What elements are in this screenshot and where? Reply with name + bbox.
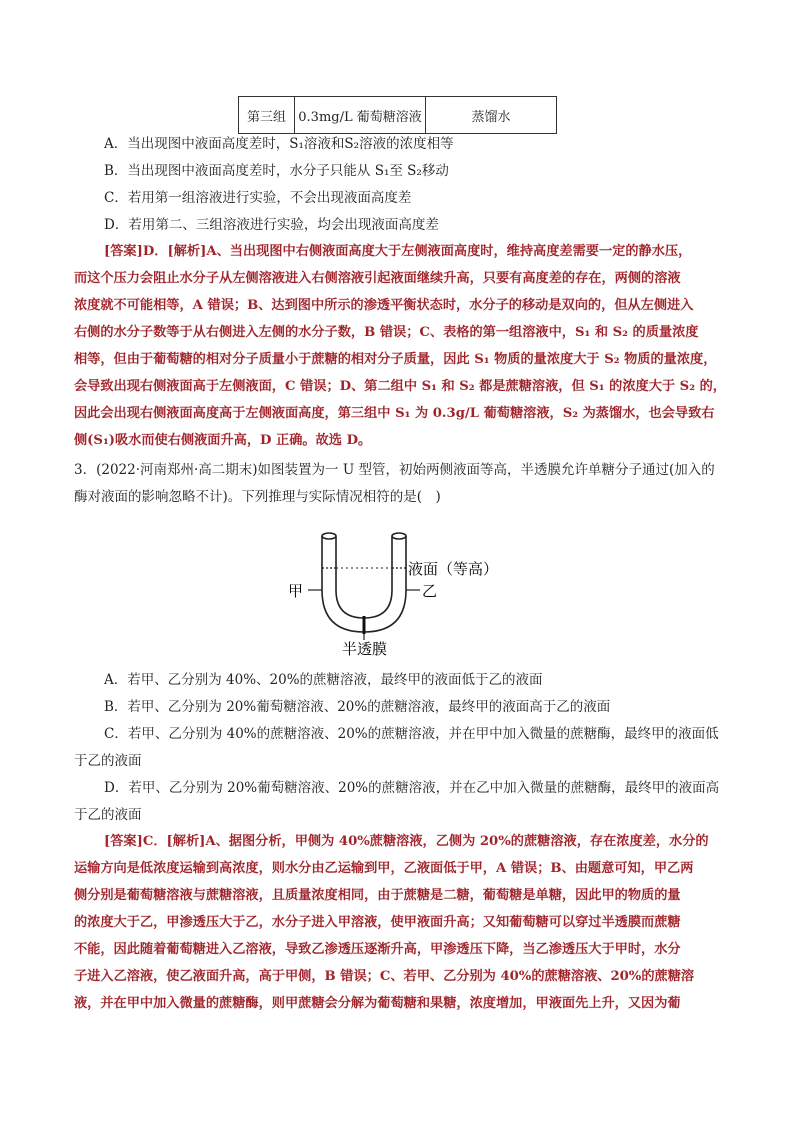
q3-answer-line: 侧分别是葡萄糖溶液与蔗糖溶液，且质量浓度相同，由于蔗糖是二糖，葡萄糖是单糖，因此甲的物质的量 [74, 888, 681, 903]
q2-answer-line: 而这个压力会阻止水分子从左侧溶液进入右侧溶液引起液面继续升高，只要有高度差的存在，两侧的溶液 [74, 271, 681, 286]
q2-answer-line: 因此会出现右侧液面高度高于左侧液面高度，第三组中 S₁ 为 0.3g/L 葡萄糖溶液，S₂ 为蒸馏水，也会导致右 [74, 406, 715, 421]
q2-answer-line: 侧(S₁)吸水而使右侧液面升高，D 正确。故选 D。 [74, 433, 372, 448]
q3-answer-line: 液，并在甲中加入微量的蔗糖酶，则甲蔗糖会分解为葡萄糖和果糖，浓度增加，甲液面先上升，又因为葡 [74, 996, 681, 1011]
q3-answer-line: 运输方向是低浓度运输到高浓度，则水分由乙运输到甲，乙液面低于甲，A 错误；B、由题意可知，甲乙两 [74, 861, 694, 876]
u-tube-inner-wall [336, 536, 392, 618]
q2-answer-line: 相等，但由于葡萄糖的相对分子质量小于蔗糖的相对分子质量，因此 S₁ 物质的量浓度大于 S₂ 物质的量浓度， [74, 352, 717, 367]
q2-option-c: C．若用第一组溶液进行实验，不会出现液面高度差 [104, 190, 412, 206]
solution2-cell: 蒸馏水 [426, 97, 557, 134]
q2-answer-line: [答案]D．[解析]A、当出现图中右侧液面高度大于左侧液面高度时，维持高度差需要一定的静水压， [104, 244, 692, 259]
q2-option-d: D．若用第二、三组溶液进行实验，均会出现液面高度差 [104, 217, 439, 233]
q3-option-c-cont: 于乙的液面 [74, 753, 142, 769]
q3-option-d-cont: 于乙的液面 [74, 807, 142, 823]
q3-option-b: B．若甲、乙分别为 20%葡萄糖溶液、20%的蔗糖溶液，最终甲的液面高于乙的液面 [104, 699, 611, 715]
u-tube-figure [280, 528, 520, 660]
q2-option-a: A．当出现图中液面高度差时，S₁溶液和S₂溶液的浓度相等 [104, 136, 454, 152]
q3-stem-line: 3．(2022·河南郑州·高二期末)如图装置为一 U 型管，初始两侧液面等高，半透膜允许单糖分子通过(加入的 [74, 462, 715, 478]
q2-answer-line: 会导致出现右侧液面高于左侧液面，C 错误；D、第二组中 S₁ 和 S₂ 都是蔗糖溶液，但 S₁ 的浓度大于 S₂ 的， [74, 379, 726, 394]
label-left: 甲 [288, 582, 304, 600]
group-cell: 第三组 [239, 97, 295, 134]
label-right: 乙 [422, 582, 438, 600]
q2-answer-line: 右侧的水分子数等于从右侧进入左侧的水分子数，B 错误；C、表格的第一组溶液中，S₁ 和 S₂ 的质量浓度 [74, 325, 699, 340]
left-tube-rim [322, 533, 336, 539]
label-surface: 液面（等高） [408, 560, 499, 578]
q3-answer-line: 子进入乙溶液，使乙液面升高，高于甲侧，B 错误；C、若甲、乙分别为 40%的蔗糖溶液、20%的蔗糖溶 [74, 969, 695, 984]
q3-answer-line: 的浓度大于乙，甲渗透压大于乙，水分子进入甲溶液，使甲液面升高；又知葡萄糖可以穿过半透膜而蔗糖 [74, 915, 681, 930]
solution-table [238, 96, 557, 134]
q3-answer-line: 不能，因此随着葡萄糖进入乙溶液，导致乙渗透压逐渐升高，甲渗透压下降，当乙渗透压大于甲时，水分 [74, 942, 681, 957]
q3-option-c: C．若甲、乙分别为 40%的蔗糖溶液、20%的蔗糖溶液，并在甲中加入微量的蔗糖酶，最终甲的液面低 [104, 726, 719, 742]
table-row [239, 97, 557, 134]
q3-option-a: A．若甲、乙分别为 40%、20%的蔗糖溶液，最终甲的液面低于乙的液面 [104, 672, 543, 688]
solution1-cell: 0.3mg/L 葡萄糖溶液 [295, 97, 426, 134]
q3-stem-line: 酶对液面的影响忽略不计)。下列推理与实际情况相符的是( ) [74, 489, 441, 505]
q2-answer-line: 浓度就不可能相等，A 错误；B、达到图中所示的渗透平衡状态时，水分子的移动是双向的，但从左侧进入 [74, 298, 694, 313]
right-tube-rim [392, 533, 406, 539]
q3-answer-line: [答案]C．[解析]A、据图分析，甲侧为 40%蔗糖溶液，乙侧为 20%的蔗糖溶液，存在浓度差，水分的 [104, 834, 709, 849]
q2-option-b: B．当出现图中液面高度差时，水分子只能从 S₁至 S₂移动 [104, 163, 449, 179]
label-membrane: 半透膜 [342, 640, 388, 658]
q3-option-d: D．若甲、乙分别为 20%葡萄糖溶液、20%的蔗糖溶液，并在乙中加入微量的蔗糖酶，最终甲的液面高 [104, 780, 720, 796]
